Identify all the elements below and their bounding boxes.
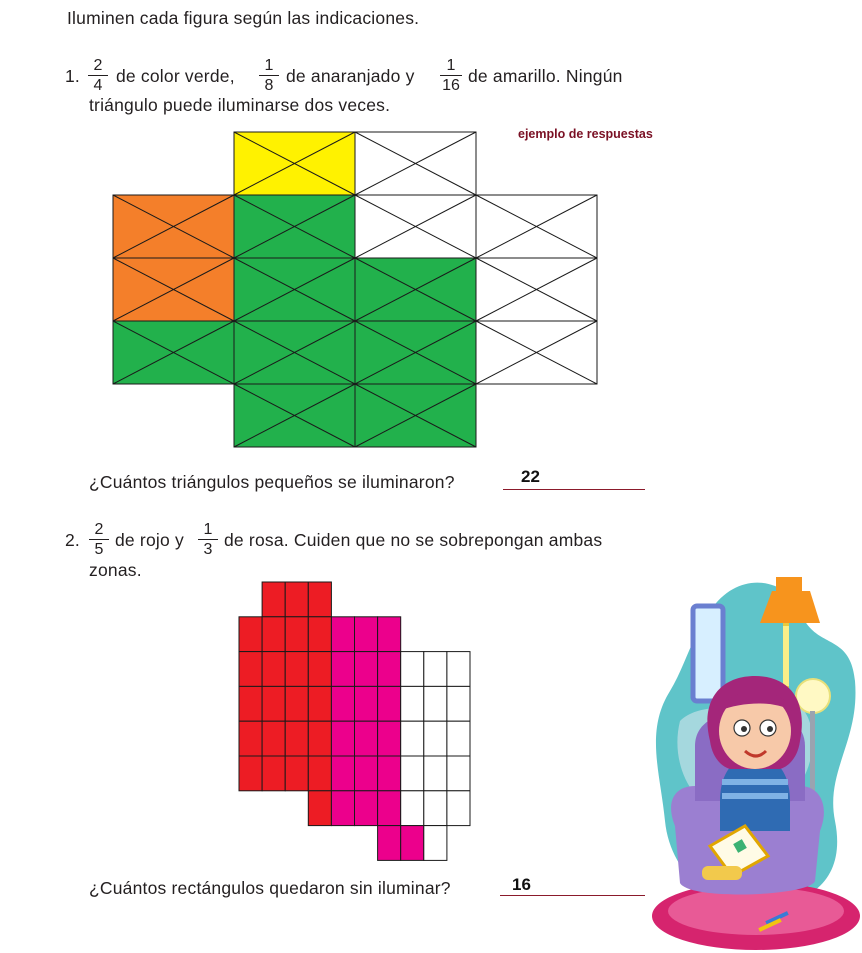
grid-rectangle	[378, 652, 401, 687]
shirt-stripe	[722, 793, 788, 799]
fraction-numerator: 2	[93, 57, 103, 74]
grid-rectangle	[355, 791, 378, 826]
grid-rectangle	[447, 721, 470, 756]
grid-rectangle	[424, 756, 447, 791]
q2-fraction-red	[88, 521, 110, 558]
grid-rectangle	[308, 791, 331, 826]
q2-number: 2.	[65, 530, 80, 550]
grid-rectangle	[262, 582, 285, 617]
fraction-denominator: 5	[94, 541, 104, 558]
grid-rectangle	[262, 721, 285, 756]
instruction-text: Iluminen cada figura según las indicaciones.	[67, 8, 420, 28]
q2-text-a: de rojo y	[115, 530, 184, 550]
grid-rectangle	[331, 791, 354, 826]
grid-rectangle	[447, 686, 470, 721]
grid-rectangle	[285, 721, 308, 756]
grid-rectangle	[355, 756, 378, 791]
q2-fraction-pink	[197, 521, 219, 558]
fraction-numerator: 1	[203, 521, 213, 538]
fraction-bar	[198, 539, 218, 540]
grid-rectangle	[378, 756, 401, 791]
pupil	[741, 726, 747, 732]
q1-answer-line	[503, 489, 645, 490]
grid-rectangle	[424, 826, 447, 861]
grid-rectangle	[401, 826, 424, 861]
q1-answer: 22	[521, 467, 540, 486]
q2-answer-line	[500, 895, 645, 896]
grid-rectangle	[424, 652, 447, 687]
q2-text-b: de rosa. Cuiden que no se sobrepongan ambas	[224, 530, 603, 550]
grid-rectangle	[447, 791, 470, 826]
grid-rectangle	[401, 756, 424, 791]
grid-rectangle	[331, 721, 354, 756]
grid-rectangle	[424, 721, 447, 756]
girl-leg	[702, 866, 742, 880]
rug-inner	[668, 887, 844, 935]
grid-rectangle	[331, 756, 354, 791]
grid-rectangle	[239, 652, 262, 687]
q1-question: ¿Cuántos triángulos pequeños se iluminaron?	[89, 472, 455, 492]
grid-rectangle	[262, 686, 285, 721]
grid-rectangle	[355, 652, 378, 687]
q1-text-b: de anaranjado y	[286, 66, 415, 86]
grid-rectangle	[262, 617, 285, 652]
girl-reading-illustration	[650, 571, 862, 953]
grid-rectangle	[285, 652, 308, 687]
grid-rectangle	[308, 686, 331, 721]
grid-rectangle	[331, 617, 354, 652]
fraction-denominator: 16	[442, 77, 460, 94]
grid-rectangle	[401, 791, 424, 826]
grid-rectangle	[262, 652, 285, 687]
example-answer-label: ejemplo de respuestas	[518, 127, 653, 141]
grid-rectangle	[285, 617, 308, 652]
grid-rectangle	[308, 582, 331, 617]
grid-rectangle	[331, 652, 354, 687]
grid-rectangle	[308, 756, 331, 791]
grid-rectangle	[308, 721, 331, 756]
q1-line2: triángulo puede iluminarse dos veces.	[89, 95, 391, 115]
grid-rectangle	[355, 721, 378, 756]
fraction-bar	[89, 539, 109, 540]
lamp-light	[783, 626, 789, 686]
grid-rectangle	[285, 686, 308, 721]
grid-rectangle	[239, 617, 262, 652]
fraction-denominator: 3	[203, 541, 213, 558]
grid-rectangle	[308, 617, 331, 652]
grid-rectangle	[239, 756, 262, 791]
q2-line2: zonas.	[89, 560, 142, 580]
grid-rectangle	[308, 652, 331, 687]
grid-rectangle	[378, 721, 401, 756]
grid-rectangle	[355, 617, 378, 652]
grid-rectangle	[355, 686, 378, 721]
q1-text-c: de amarillo. Ningún	[468, 66, 623, 86]
grid-rectangle	[262, 756, 285, 791]
grid-rectangle	[447, 756, 470, 791]
grid-rectangle	[378, 617, 401, 652]
grid-rectangle	[424, 686, 447, 721]
grid-rectangle	[285, 582, 308, 617]
grid-rectangle	[401, 652, 424, 687]
q2-answer: 16	[512, 875, 531, 894]
grid-rectangle	[378, 686, 401, 721]
q1-number: 1.	[65, 66, 80, 86]
grid-rectangle	[378, 826, 401, 861]
grid-rectangle	[239, 721, 262, 756]
shirt-stripe	[722, 779, 788, 785]
q1-text-a: de color verde,	[116, 66, 235, 86]
grid-rectangle	[447, 652, 470, 687]
lamp-globe	[796, 679, 830, 713]
grid-rectangle	[401, 721, 424, 756]
fraction-numerator: 2	[94, 521, 104, 538]
grid-rectangle	[424, 791, 447, 826]
window	[693, 606, 723, 701]
fraction-numerator: 1	[446, 57, 456, 74]
grid-rectangle	[285, 756, 308, 791]
grid-rectangle	[331, 686, 354, 721]
pupil	[767, 726, 773, 732]
lamp-top	[776, 577, 802, 593]
fraction-numerator: 1	[264, 57, 274, 74]
fraction-denominator: 8	[264, 77, 274, 94]
grid-rectangle	[239, 686, 262, 721]
q2-question: ¿Cuántos rectángulos quedaron sin iluminar?	[89, 878, 451, 898]
grid-rectangle	[401, 686, 424, 721]
grid-rectangle	[378, 791, 401, 826]
fraction-denominator: 4	[93, 77, 103, 94]
